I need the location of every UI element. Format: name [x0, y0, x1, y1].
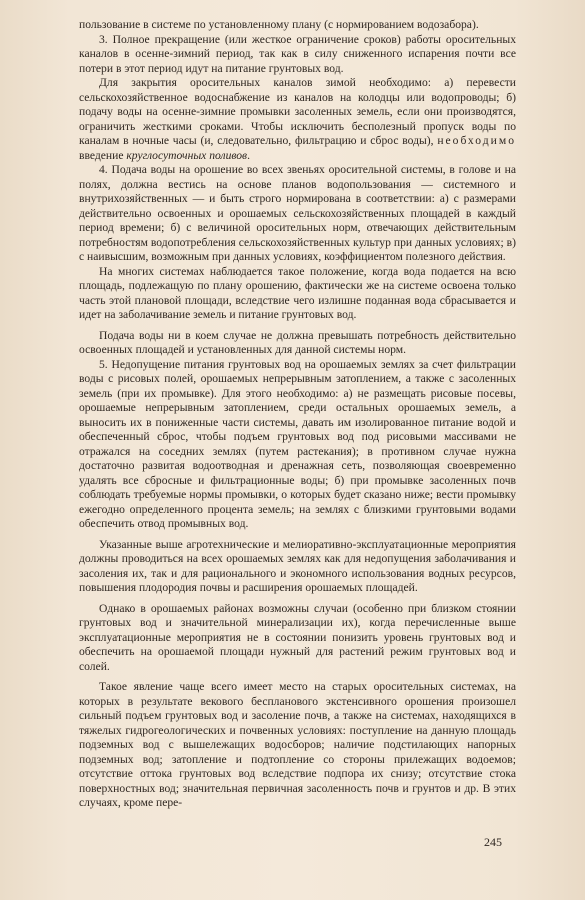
paragraph-winter-closure — [79, 76, 516, 163]
italic-emphasis: круглосуточных поливов — [126, 148, 248, 162]
paragraph-old-systems: Такое явление чаще всего имеет место на старых оросительных системах, на которых в результате векового беспланового экстенсивного орошения произошел сильный подъем грунтовых вод и засоление почв, а также на системах, находящихся в тяжелых гидрогеологических и почвенных условиях: поступление на данную площадь подземных вод с вышележащих водосборов; наличие подстилающих напорных подземных вод; затопление и подтопление со стороны прилежащих водоемов; отсутствие оттока грунтовых вод вследствие подпора их снизу; отсутствие стока поверхностных вод; значительная первичная засоленность почв и грунтов и др. В этих случаях, кроме пере- — [79, 680, 516, 809]
text-run: . — [247, 148, 250, 162]
paragraph-item-4: 4. Подача воды на орошение во всех звеньях оросительной системы, в голове и на полях, должна вестись на основе планов водопользования — системного и внутрихозяйственных — и быть строго нормирована в соответствии: а) с размерами действительно освоенных и орошаемых сельскохозяйственных площадей в каждый период времени; б) с величиной оросительных норм, отвечающих действительным потребностям водопотребления сельскохозяйственных культур при данных условиях; в) с наивысшим, возможным при данных условиях, коэффициентом полезного действия. — [79, 163, 516, 263]
spaced-emphasis: необходимо — [437, 134, 516, 147]
paragraph-water-supply: Подача воды ни в коем случае не должна превышать потребность действительно освоенных площадей и установленных для данной системы норм. — [79, 328, 516, 356]
text-run: введение — [79, 148, 127, 162]
paragraph-measures: Указанные выше агротехнические и мелиоративно-эксплуатационные мероприятия должны проводиться на всех орошаемых землях как для недопущения заболачивания и засоления их, так и для рационального и экономного использования водных ресурсов, повышения плодородия почвы и расширения орошаемых площадей. — [79, 537, 516, 594]
page-number: 245 — [484, 835, 502, 849]
paragraph-item-5: 5. Недопущение питания грунтовых вод на орошаемых землях за счет фильтрации воды с рисовых полей, орошаемых непрерывным затоплением, а также с засоленных земель (при их промывке). Для этого необходимо: а) не размещать рисовые посевы, орошаемые непрерывным затоплением, среди остальных орошаемых земель, а выносить их в пониженные части системы, давать им изолированное питание водой и обеспеченный сброс, чтобы подъем грунтовых вод под рисовыми массивами не отражался на соседних землях (путем растекания); в противном случае нужна достаточно развитая водоотводная и дренажная сеть, позволяющая своевременно удалять все сбросные и фильтрационные воды; б) при промывке засоленных почв соблюдать требуемые нормы промывки, о которых будет сказано ниже; вести промывку ежегодно определенного процента земель; на землях с близкими грунтовыми водами обеспечить отвод промывных вод. — [79, 357, 516, 530]
text-run: Для закрытия оросительных каналов зимой необходимо: а) перевести сельскохозяйственное водоснабжение из каналов на колодцы или водопроводы; б) подачу воды на осенне-зимние промывки засоленных земель, если они производятся, ограничить жесткими сроками. Чтобы исключить бесполезный пропуск воды по каналам в ночные часы (и, следовательно, фильтрацию и сброс воды), — [79, 76, 516, 147]
paragraph-continued: пользование в системе по установленному плану (с нормированием водозабора). — [79, 18, 479, 31]
paragraph-cases: Однако в орошаемых районах возможны случаи (особенно при близком стоянии грунтовых вод и значительной минерализации их), когда перечисленные выше эксплуатационные мероприятия не в состоянии понизить уровень грунтовых вод и обеспечить на орошаемой площади нужный для растений режим грунтовых вод и солей. — [79, 601, 516, 673]
paragraph-item-3: 3. Полное прекращение (или жесткое ограничение сроков) работы оросительных каналов в осенне-зимний период, так как в силу сниженного испарения почти все потери в этот период идут на питание грунтовых вод. — [79, 32, 516, 75]
paragraph-systems: На многих системах наблюдается такое положение, когда вода подается на всю площадь, подлежащую по плану орошению, фактически же на системе освоена только часть этой плановой площади, вследствие чего излишне поданная вода сбрасывается и идет на заболачивание земель и питание грунтовых вод. — [79, 264, 516, 321]
body-text — [79, 18, 516, 811]
